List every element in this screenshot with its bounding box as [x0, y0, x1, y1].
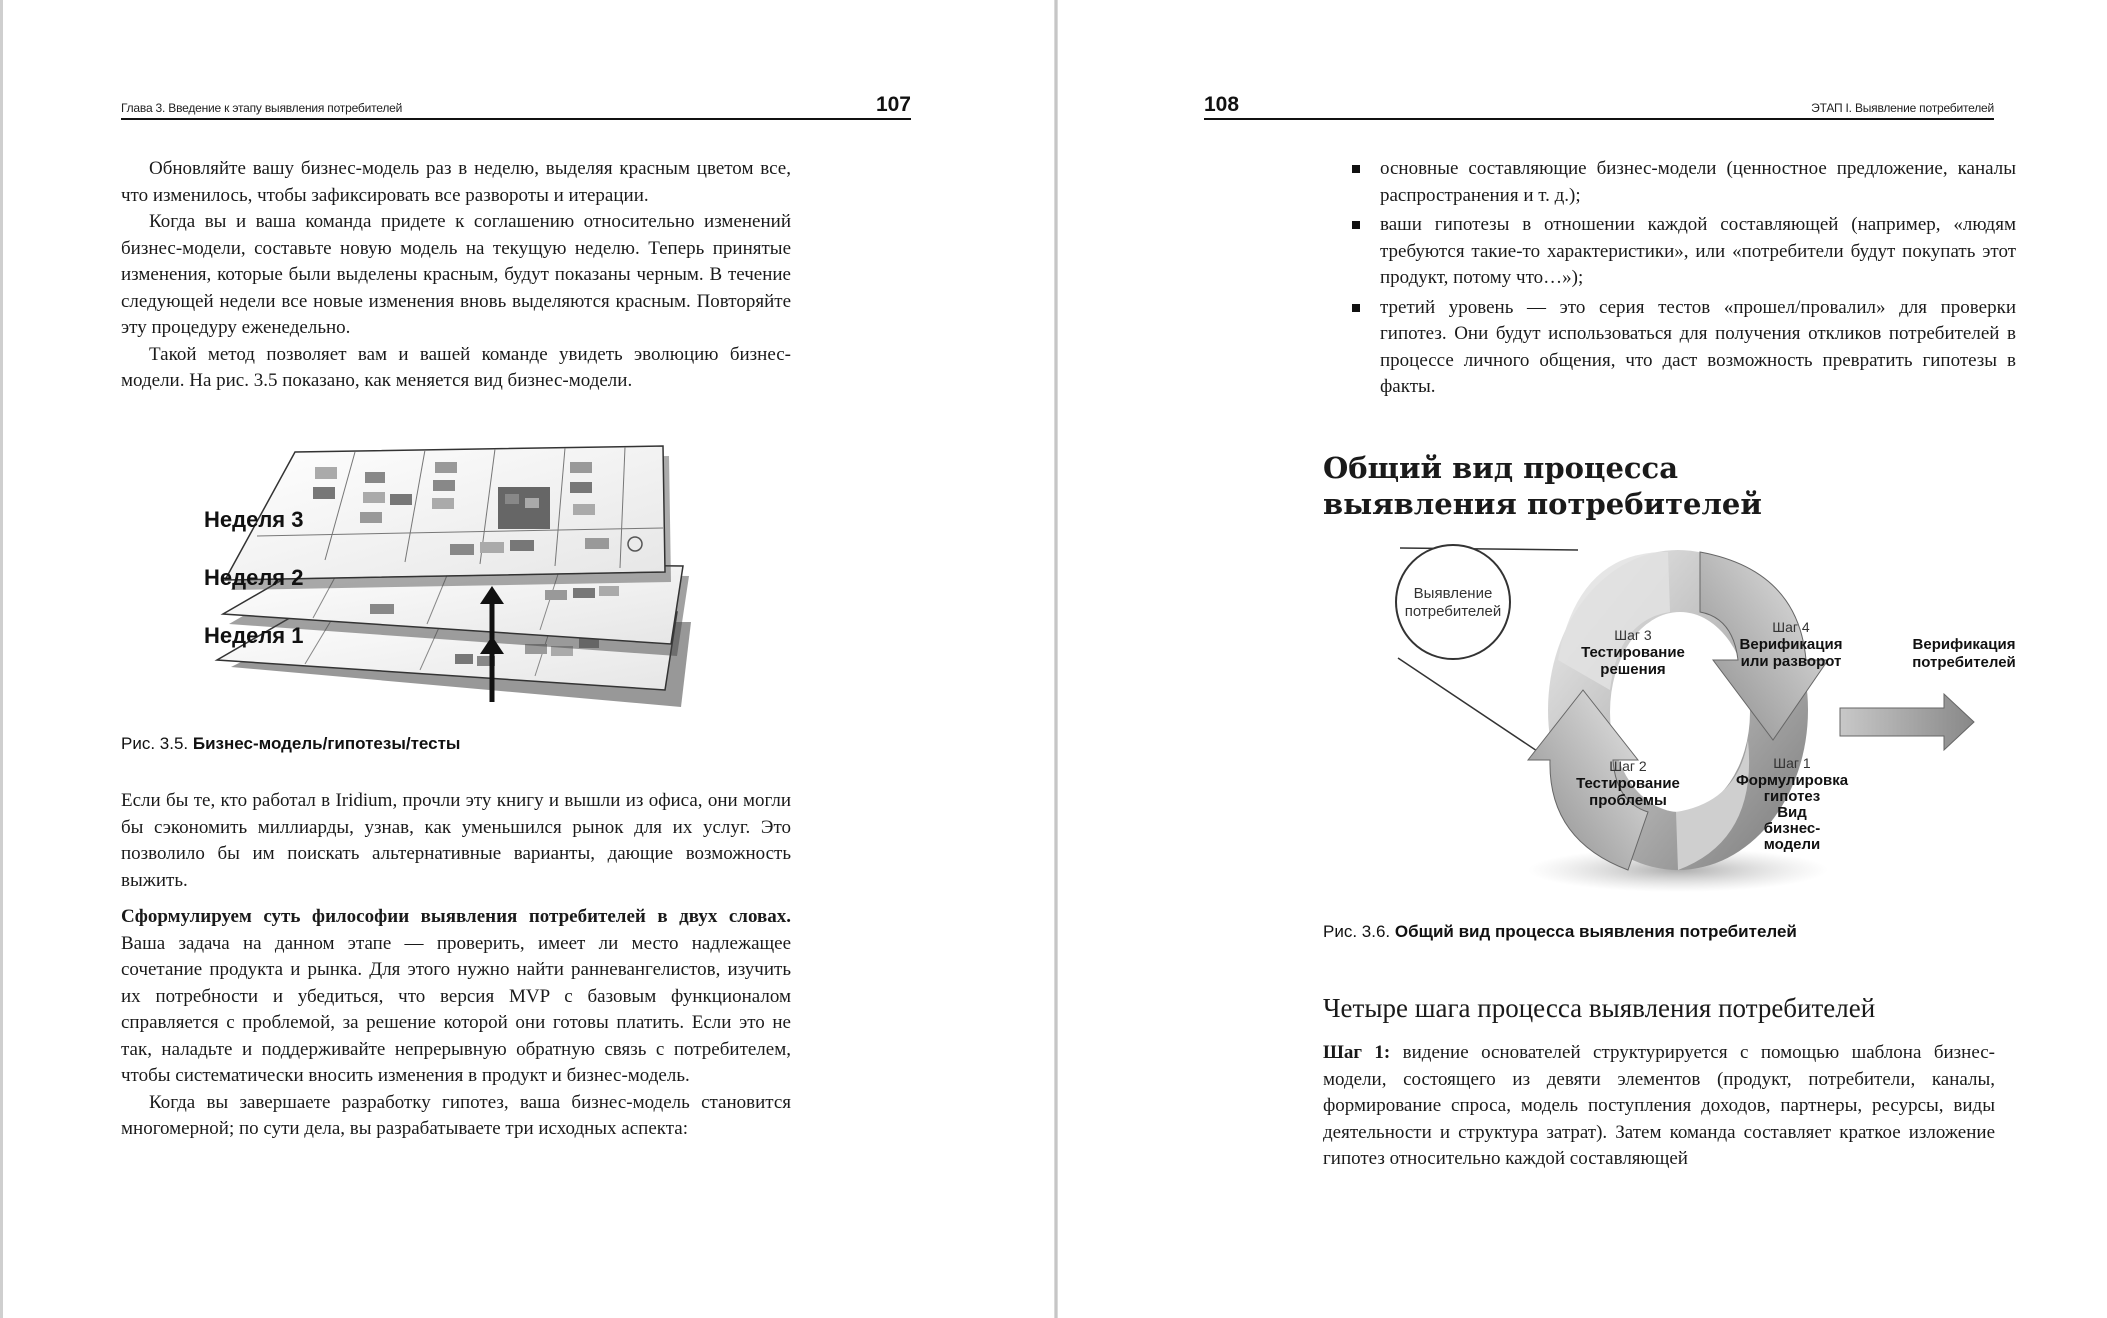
- paragraph-step-1: [1323, 1040, 1995, 1173]
- bullet-item: [1344, 212, 2016, 292]
- step-1-text: видение основателей структурируется с помощью шаблона бизнес-модели, состоящего из девяти элементов (продукт, потребители, каналы, формирование спроса, модель поступления доходов, партнеры, ресурсы, виды деятельности и структура затрат). Затем команда составляет краткое изложение гипотез относительно каждой составляющей: [1323, 1042, 1995, 1169]
- step-1-line-4: бизнес-: [1763, 820, 1821, 837]
- left-bottom-text: [121, 788, 791, 1143]
- connector-bottom: [1398, 658, 1558, 765]
- left-top-text: [121, 156, 791, 395]
- step-2-line-2: проблемы: [1589, 792, 1667, 809]
- right-page-number: 108: [1204, 93, 1240, 116]
- bullet-list: [1344, 156, 2016, 404]
- step-1-line-2: гипотез: [1763, 788, 1821, 805]
- paragraph: Такой метод позволяет вам и вашей команде увидеть эволюцию бизнес-модели. На рис. 3.5 показано, как меняется вид бизнес-модели.: [121, 343, 791, 391]
- bullet-text: ваши гипотезы в отношении каждой составляющей (например, «людям требуются такие-то характеристики», или «потребители будут покупать этот продукт, потому что…»);: [1380, 214, 2016, 288]
- left-running-head: [121, 90, 911, 120]
- right-running-head: [1204, 90, 1994, 120]
- step-3-line-2: решения: [1600, 661, 1666, 678]
- step-1-number: Шаг 1: [1773, 755, 1811, 771]
- figure-3-6-process-cycle: [1328, 540, 2048, 900]
- step-1-line-3: Вид: [1777, 804, 1807, 821]
- four-steps-subheading: Четыре шага процесса выявления потребителей: [1323, 993, 1876, 1023]
- bullet-square: [1352, 165, 1360, 173]
- step-4-line-2: или разворот: [1740, 653, 1842, 670]
- caption-title: Общий вид процесса выявления потребителей: [1394, 922, 1797, 941]
- section-title: [1323, 450, 1762, 522]
- verification-label-line-2: потребителей: [1912, 654, 2016, 671]
- caption-title: Бизнес-модель/гипотезы/тесты: [192, 734, 461, 753]
- step-1-line-5: модели: [1763, 836, 1821, 853]
- right-running-head-title: ЭТАП I. Выявление потребителей: [1811, 101, 1994, 115]
- caption-number: Рис. 3.5.: [121, 734, 189, 753]
- summary-rest: Ваша задача на данном этапе — проверить, имеет ли место надлежащее сочетание продукта и рынка. Для этого нужно найти ранневангелистов, изучить их потребности и убедиться, что версия MVP с базовым функционалом справляется с проблемой, за решение которой они готовы платить. Если это не так, наладьте и поддерживайте непрерывную обратную связь с потребителем, чтобы систематически вносить изменения в продукт и бизнес-модель.: [121, 932, 791, 1086]
- bullet-text: основные составляющие бизнес-модели (ценностное предложение, каналы распространения и т. д.);: [1380, 158, 2016, 206]
- verification-label-line-1: Верификация: [1912, 636, 2016, 653]
- circle-label-line-2: потребителей: [1404, 603, 1502, 620]
- week-1-label: Неделя 1: [204, 623, 304, 648]
- customer-discovery-circle: [1396, 545, 1510, 659]
- step-3-line-1: Тестирование: [1581, 644, 1685, 661]
- paragraph-last: Когда вы завершаете разработку гипотез, ваша бизнес-модель становится многомерной; по сути дела, вы разрабатываете три исходных аспекта:: [121, 1091, 791, 1139]
- week-3-label: Неделя 3: [204, 507, 304, 532]
- figure-3-6-caption: [1323, 922, 1797, 942]
- connector-top: [1400, 548, 1578, 550]
- section-title-line-2: выявления потребителей: [1323, 487, 1762, 521]
- bullet-square: [1352, 304, 1360, 312]
- step-2-number: Шаг 2: [1609, 758, 1647, 774]
- caption-number: Рис. 3.6.: [1323, 922, 1391, 941]
- paragraph-iridium: Если бы те, кто работал в Iridium, прочли эту книгу и вышли из офиса, они могли бы сэкономить миллиарды, узнав, как уменьшился рынок для их услуг. Это позволило бы им поискать альтернативные варианты, дающие возможность выжить.: [121, 790, 791, 891]
- step-1-description: [1323, 1040, 1995, 1173]
- output-arrow-icon: [1840, 694, 1974, 750]
- bullet-text: третий уровень — это серия тестов «прошел/провалил» для проверки гипотез. Они будут использоваться для получения откликов потребителей в процессе личного общения, что даст возможность превратить гипотезы в факты.: [1380, 296, 2016, 397]
- circle-label-line-1: Выявление: [1413, 585, 1493, 602]
- figure-3-5-caption: [121, 734, 460, 754]
- section-title-line-1: Общий вид процесса: [1323, 451, 1679, 485]
- paragraph-summary: [121, 904, 791, 1090]
- step-2-line-1: Тестирование: [1576, 775, 1680, 792]
- week-2-label: Неделя 2: [204, 565, 304, 590]
- step-4-line-1: Верификация: [1739, 636, 1843, 653]
- step-3-number: Шаг 3: [1614, 627, 1652, 643]
- step-4-number: Шаг 4: [1772, 619, 1810, 635]
- bullet-square: [1352, 221, 1360, 229]
- left-running-head-title: Глава 3. Введение к этапу выявления потребителей: [121, 101, 403, 115]
- step-1-line-1: Формулировка: [1735, 772, 1849, 789]
- bullet-item: [1344, 295, 2016, 401]
- paragraph: Когда вы и ваша команда придете к соглашению относительно изменений бизнес-модели, составьте новую модель на текущую неделю. Теперь принятые изменения, которые были выделены красным, будут показаны черным. В течение следующей недели все новые изменения вновь выделяются красным. Повторяйте эту процедуру еженедельно.: [121, 211, 791, 338]
- right-page: [1058, 0, 2107, 1318]
- left-page-number: 107: [875, 93, 911, 116]
- paragraph: Обновляйте вашу бизнес-модель раз в неделю, выделяя красным цветом все, что изменилось, чтобы зафиксировать все развороты и итерации.: [121, 158, 791, 206]
- bullet-item: [1344, 156, 2016, 209]
- step-1-label: Шаг 1:: [1323, 1042, 1391, 1063]
- summary-bold-lead: Сформулируем суть философии выявления потребителей в двух словах.: [121, 906, 791, 927]
